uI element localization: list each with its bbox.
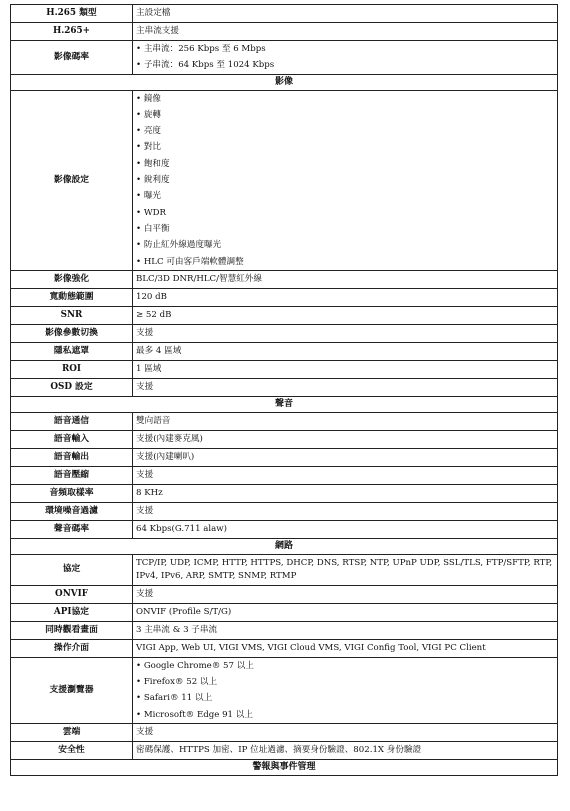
spec-row-bitrate	[11, 41, 558, 75]
bullet-list	[136, 658, 554, 723]
spec-row	[11, 742, 558, 760]
spec-value: 支援	[133, 466, 558, 484]
spec-row	[11, 342, 558, 360]
list-item: • 防止紅外線過度曝光	[136, 237, 554, 253]
spec-value: 支援(內建喇叭)	[133, 448, 558, 466]
bullet-list	[136, 41, 554, 74]
list-item: • 鏡像	[136, 91, 554, 107]
spec-row-browsers	[11, 657, 558, 723]
spec-label: 安全性	[11, 742, 133, 760]
spec-label: 同時觀看畫面	[11, 621, 133, 639]
list-item: • 銳利度	[136, 172, 554, 188]
spec-label: 影像碼率	[11, 41, 133, 75]
list-item: • Safari® 11 以上	[136, 690, 554, 706]
spec-row	[11, 412, 558, 430]
section-row	[11, 760, 558, 776]
spec-value: 密碼保護、HTTPS 加密、IP 位址過濾、摘要身份驗證、802.1X 身份驗證	[133, 742, 558, 760]
spec-row	[11, 502, 558, 520]
section-row	[11, 74, 558, 90]
spec-row	[11, 724, 558, 742]
spec-value: TCP/IP, UDP, ICMP, HTTP, HTTPS, DHCP, DNS, RTSP, NTP, UPnP UDP, SSL/TLS, FTP/SFTP, RTP, IPv4, IPv6, ARP, SMTP, SNMP, RTMP	[133, 554, 558, 585]
spec-value: 主串流支援	[133, 23, 558, 41]
spec-value-list	[133, 657, 558, 723]
spec-value: BLC/3D DNR/HLC/智慧紅外線	[133, 270, 558, 288]
spec-row	[11, 5, 558, 23]
spec-row	[11, 621, 558, 639]
spec-value: ≥ 52 dB	[133, 306, 558, 324]
bullet-list	[136, 91, 554, 270]
spec-value: 雙向語音	[133, 412, 558, 430]
spec-row-image-settings	[11, 90, 558, 270]
list-item: • Firefox® 52 以上	[136, 674, 554, 690]
section-row	[11, 396, 558, 412]
spec-row	[11, 603, 558, 621]
list-item: • Google Chrome® 57 以上	[136, 658, 554, 674]
spec-value: VIGI App, Web UI, VIGI VMS, VIGI Cloud VMS, VIGI Config Tool, VIGI PC Client	[133, 639, 558, 657]
list-item: • 子串流：64 Kbps 至 1024 Kbps	[136, 57, 554, 73]
spec-label: 影像設定	[11, 90, 133, 270]
list-item: • 白平衡	[136, 221, 554, 237]
spec-value-list	[133, 41, 558, 75]
spec-label: 語音通信	[11, 412, 133, 430]
spec-table	[10, 4, 558, 776]
section-header-audio: 聲音	[11, 396, 558, 412]
spec-value: 120 dB	[133, 288, 558, 306]
section-header-alarm: 警報與事件管理	[11, 760, 558, 776]
spec-row	[11, 585, 558, 603]
list-item: • 曝光	[136, 188, 554, 204]
spec-label: OSD 設定	[11, 378, 133, 396]
spec-value-list	[133, 90, 558, 270]
spec-label: 影像強化	[11, 270, 133, 288]
spec-value: 支援	[133, 724, 558, 742]
spec-label: 支援瀏覽器	[11, 657, 133, 723]
spec-row	[11, 306, 558, 324]
spec-value: ONVIF (Profile S/T/G)	[133, 603, 558, 621]
list-item: • 飽和度	[136, 156, 554, 172]
spec-label: ROI	[11, 360, 133, 378]
list-item: • HLC 可由客戶端軟體調整	[136, 254, 554, 270]
spec-value: 8 KHz	[133, 484, 558, 502]
spec-label: 語音輸出	[11, 448, 133, 466]
spec-value: 支援	[133, 585, 558, 603]
spec-row	[11, 448, 558, 466]
list-item: • Microsoft® Edge 91 以上	[136, 707, 554, 723]
spec-value: 最多 4 區域	[133, 342, 558, 360]
spec-label: 協定	[11, 554, 133, 585]
spec-row	[11, 466, 558, 484]
list-item: • 對比	[136, 139, 554, 155]
spec-label: H.265 類型	[11, 5, 133, 23]
list-item: • 亮度	[136, 123, 554, 139]
spec-label: 語音壓縮	[11, 466, 133, 484]
spec-label: 音頻取樣率	[11, 484, 133, 502]
spec-value: 64 Kbps(G.711 alaw)	[133, 520, 558, 538]
spec-value: 支援	[133, 502, 558, 520]
spec-row	[11, 520, 558, 538]
spec-label: 隱私遮罩	[11, 342, 133, 360]
spec-row	[11, 23, 558, 41]
spec-label: H.265+	[11, 23, 133, 41]
spec-label: 語音輸入	[11, 430, 133, 448]
spec-value: 1 區域	[133, 360, 558, 378]
spec-label: 寬動態範圍	[11, 288, 133, 306]
spec-value: 支援(內建麥克風)	[133, 430, 558, 448]
spec-label: 聲音碼率	[11, 520, 133, 538]
spec-sheet	[10, 4, 558, 776]
spec-label: API協定	[11, 603, 133, 621]
spec-row	[11, 430, 558, 448]
spec-row-protocol	[11, 554, 558, 585]
section-header-network: 網路	[11, 538, 558, 554]
spec-row	[11, 270, 558, 288]
spec-label: 環境噪音過濾	[11, 502, 133, 520]
spec-value: 主設定檔	[133, 5, 558, 23]
section-row	[11, 538, 558, 554]
list-item: • 旋轉	[136, 107, 554, 123]
spec-row	[11, 639, 558, 657]
spec-label: 影像參數切換	[11, 324, 133, 342]
spec-label: SNR	[11, 306, 133, 324]
spec-row	[11, 360, 558, 378]
spec-label: 雲端	[11, 724, 133, 742]
spec-row	[11, 288, 558, 306]
list-item: • WDR	[136, 205, 554, 221]
spec-value: 支援	[133, 324, 558, 342]
spec-row	[11, 378, 558, 396]
list-item: • 主串流：256 Kbps 至 6 Mbps	[136, 41, 554, 57]
spec-value: 3 主串流 & 3 子串流	[133, 621, 558, 639]
spec-value: 支援	[133, 378, 558, 396]
spec-row	[11, 484, 558, 502]
spec-label: ONVIF	[11, 585, 133, 603]
section-header-image: 影像	[11, 74, 558, 90]
spec-row	[11, 324, 558, 342]
spec-label: 操作介面	[11, 639, 133, 657]
